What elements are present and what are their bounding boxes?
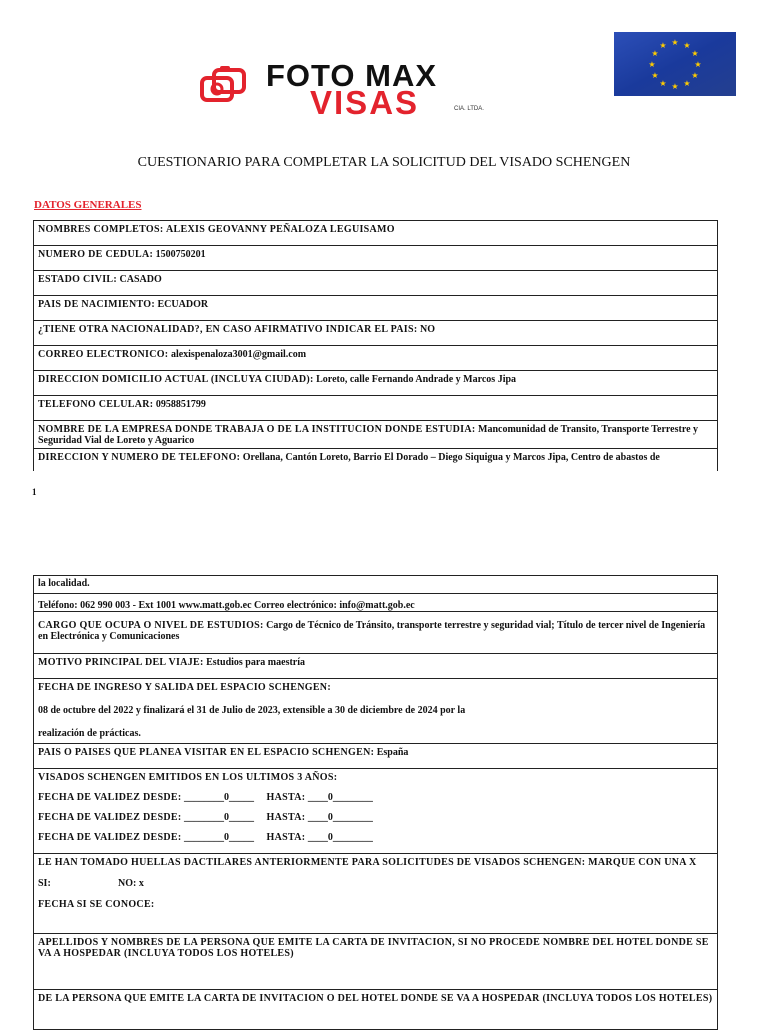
visado-row-2 xyxy=(38,812,713,823)
field-label: DE LA PERSONA QUE EMITE LA CARTA DE INVITACION O DEL HOTEL DONDE SE VA A HOSPEDAR (INCLUYA TODOS LOS HOTELES) xyxy=(38,993,713,1004)
svg-text:★: ★ xyxy=(691,49,699,58)
field-value-desde-2[interactable]: ________0_____ xyxy=(184,812,255,823)
page-title: CUESTIONARIO PARA COMPLETAR LA SOLICITUD DEL VISADO SCHENGEN xyxy=(137,155,631,170)
visado-row-3 xyxy=(38,832,713,843)
row-cedula xyxy=(34,246,718,271)
row-estado-civil xyxy=(34,271,718,296)
field-value-paises[interactable]: España xyxy=(376,747,409,758)
svg-text:★: ★ xyxy=(651,49,659,58)
field-value-fecha-line2[interactable]: realización de prácticas. xyxy=(38,728,141,739)
row-visados xyxy=(34,769,718,854)
field-value-phone-line[interactable]: Teléfono: 062 990 003 - Ext 1001 www.matt.gob.ec Correo electrónico: info@matt.gob.ec xyxy=(38,600,415,611)
huellas-choice xyxy=(38,878,713,889)
field-value-correo[interactable]: alexispenaloza3001@gmail.com xyxy=(170,349,307,360)
field-label: NOMBRE DE LA EMPRESA DONDE TRABAJA O DE LA INSTITUCION DONDE ESTUDIA: xyxy=(38,424,476,435)
row-phone-line xyxy=(34,594,718,612)
field-value-hasta-3[interactable]: ____0________ xyxy=(307,832,373,843)
field-label: FECHA DE VALIDEZ DESDE: xyxy=(38,832,182,843)
field-label: NOMBRES COMPLETOS: xyxy=(38,224,164,235)
logo-text-visas: VISAS xyxy=(310,84,420,121)
svg-text:★: ★ xyxy=(659,79,667,88)
company-logo xyxy=(196,56,516,126)
field-label: HASTA: xyxy=(266,832,306,843)
row-paises xyxy=(34,744,718,769)
field-label: ¿TIENE OTRA NACIONALIDAD?, EN CASO AFIRMATIVO INDICAR EL PAIS: xyxy=(38,324,418,335)
field-value-fecha-line1[interactable]: 08 de octubre del 2022 y finalizará el 31 de Julio de 2023, extensible a 30 de diciembre de 2024 por la xyxy=(38,705,466,716)
field-label: DIRECCION DOMICILIO ACTUAL (INCLUYA CIUDAD): xyxy=(38,374,314,385)
section-title-datos-generales: DATOS GENERALES xyxy=(34,199,142,211)
field-label: HASTA: xyxy=(266,792,306,803)
svg-text:★: ★ xyxy=(691,71,699,80)
field-label: DIRECCION Y NUMERO DE TELEFONO: xyxy=(38,452,241,463)
row-nombres xyxy=(34,221,718,246)
field-value-motivo[interactable]: Estudios para maestría xyxy=(206,657,306,668)
row-otra-nacionalidad xyxy=(34,321,718,346)
field-label: HASTA: xyxy=(266,812,306,823)
field-value-estado-civil[interactable]: CASADO xyxy=(119,274,162,285)
field-value-hasta-2[interactable]: ____0________ xyxy=(307,812,373,823)
field-label: ESTADO CIVIL: xyxy=(38,274,118,285)
field-label: PAIS O PAISES QUE PLANEA VISITAR EN EL ESPACIO SCHENGEN: xyxy=(38,747,375,758)
row-continuation xyxy=(34,576,718,594)
eu-flag-icon xyxy=(614,32,736,96)
row-pais-nacimiento xyxy=(34,296,718,321)
field-value-desde-3[interactable]: ________0_____ xyxy=(184,832,255,843)
field-value-continuation[interactable]: la localidad. xyxy=(38,578,90,589)
row-empresa xyxy=(34,421,718,449)
row-correo xyxy=(34,346,718,371)
row-direccion-telefono xyxy=(34,449,718,471)
field-label: FECHA DE VALIDEZ DESDE: xyxy=(38,812,182,823)
svg-text:★: ★ xyxy=(683,41,691,50)
svg-text:★: ★ xyxy=(694,60,702,69)
field-value-cedula[interactable]: 1500750201 xyxy=(155,249,206,260)
field-value-empresa[interactable]: Mancomunidad de Transito, Transporte Terrestre y Seguridad Vial de Loreto y Aguarico xyxy=(38,424,699,446)
option-no[interactable]: NO: x xyxy=(118,878,144,889)
camera-icon xyxy=(196,64,262,124)
svg-text:★: ★ xyxy=(659,41,667,50)
row-telefono-celular xyxy=(34,396,718,421)
row-invitacion xyxy=(34,934,718,990)
field-label: NUMERO DE CEDULA: xyxy=(38,249,154,260)
field-value-otra-nacionalidad[interactable]: NO xyxy=(419,324,435,335)
field-label: FECHA SI SE CONOCE: xyxy=(38,899,155,910)
row-direccion-domicilio xyxy=(34,371,718,396)
field-value-hasta-1[interactable]: ____0________ xyxy=(307,792,373,803)
field-label: VISADOS SCHENGEN EMITIDOS EN LOS ULTIMOS 3 AÑOS: xyxy=(38,772,338,783)
row-cargo xyxy=(34,612,718,654)
field-label: APELLIDOS Y NOMBRES DE LA PERSONA QUE EMITE LA CARTA DE INVITACION, SI NO PROCEDE NOMBRE DEL HOTEL DONDE SE VA A HOSPEDAR (INCLUYA TODOS LOS HOTELES) xyxy=(38,937,709,959)
svg-text:★: ★ xyxy=(671,38,679,47)
field-label: MOTIVO PRINCIPAL DEL VIAJE: xyxy=(38,657,204,668)
field-value-telefono-celular[interactable]: 0958851799 xyxy=(155,399,206,410)
field-label: PAIS DE NACIMIENTO: xyxy=(38,299,156,310)
field-label: TELEFONO CELULAR: xyxy=(38,399,154,410)
travel-data-table xyxy=(33,575,718,1030)
field-value-direccion-domicilio[interactable]: Loreto, calle Fernando Andrade y Marcos Jipa xyxy=(316,374,517,385)
field-value-pais-nacimiento[interactable]: ECUADOR xyxy=(157,299,209,310)
svg-text:★: ★ xyxy=(671,82,679,91)
option-si[interactable]: SI: xyxy=(38,878,51,889)
logo-text-foto-max: FOTO MAX xyxy=(266,58,438,93)
visado-row-1 xyxy=(38,792,713,803)
svg-text:★: ★ xyxy=(648,60,656,69)
field-value-cargo[interactable]: Cargo de Técnico de Tránsito, transporte terrestre y seguridad vial; Título de tercer nivel de Ingeniería en Electrónica y Comunicaciones xyxy=(38,620,706,642)
row-motivo xyxy=(34,654,718,679)
svg-text:★: ★ xyxy=(683,79,691,88)
field-label: LE HAN TOMADO HUELLAS DACTILARES ANTERIORMENTE PARA SOLICITUDES DE VISADOS SCHENGEN: MARQUE CON UNA X xyxy=(38,857,697,868)
field-value-direccion-telefono[interactable]: Orellana, Cantón Loreto, Barrio El Dorado – Diego Siquigua y Marcos Jipa, Centro de abastos de xyxy=(242,452,660,463)
row-huellas xyxy=(34,854,718,934)
logo-company-suffix: CIA. LTDA. xyxy=(454,106,484,112)
field-label: CORREO ELECTRONICO: xyxy=(38,349,169,360)
row-fecha-ingreso xyxy=(34,679,718,744)
page-number: 1 xyxy=(32,487,37,497)
field-label: CARGO QUE OCUPA O NIVEL DE ESTUDIOS: xyxy=(38,620,264,631)
field-label: FECHA DE INGRESO Y SALIDA DEL ESPACIO SCHENGEN: xyxy=(38,682,331,693)
field-value-nombres[interactable]: ALEXIS GEOVANNY PEÑALOZA LEGUISAMO xyxy=(166,224,395,235)
field-value-desde-1[interactable]: ________0_____ xyxy=(184,792,255,803)
field-label: FECHA DE VALIDEZ DESDE: xyxy=(38,792,182,803)
svg-text:★: ★ xyxy=(651,71,659,80)
general-data-table xyxy=(33,220,718,471)
